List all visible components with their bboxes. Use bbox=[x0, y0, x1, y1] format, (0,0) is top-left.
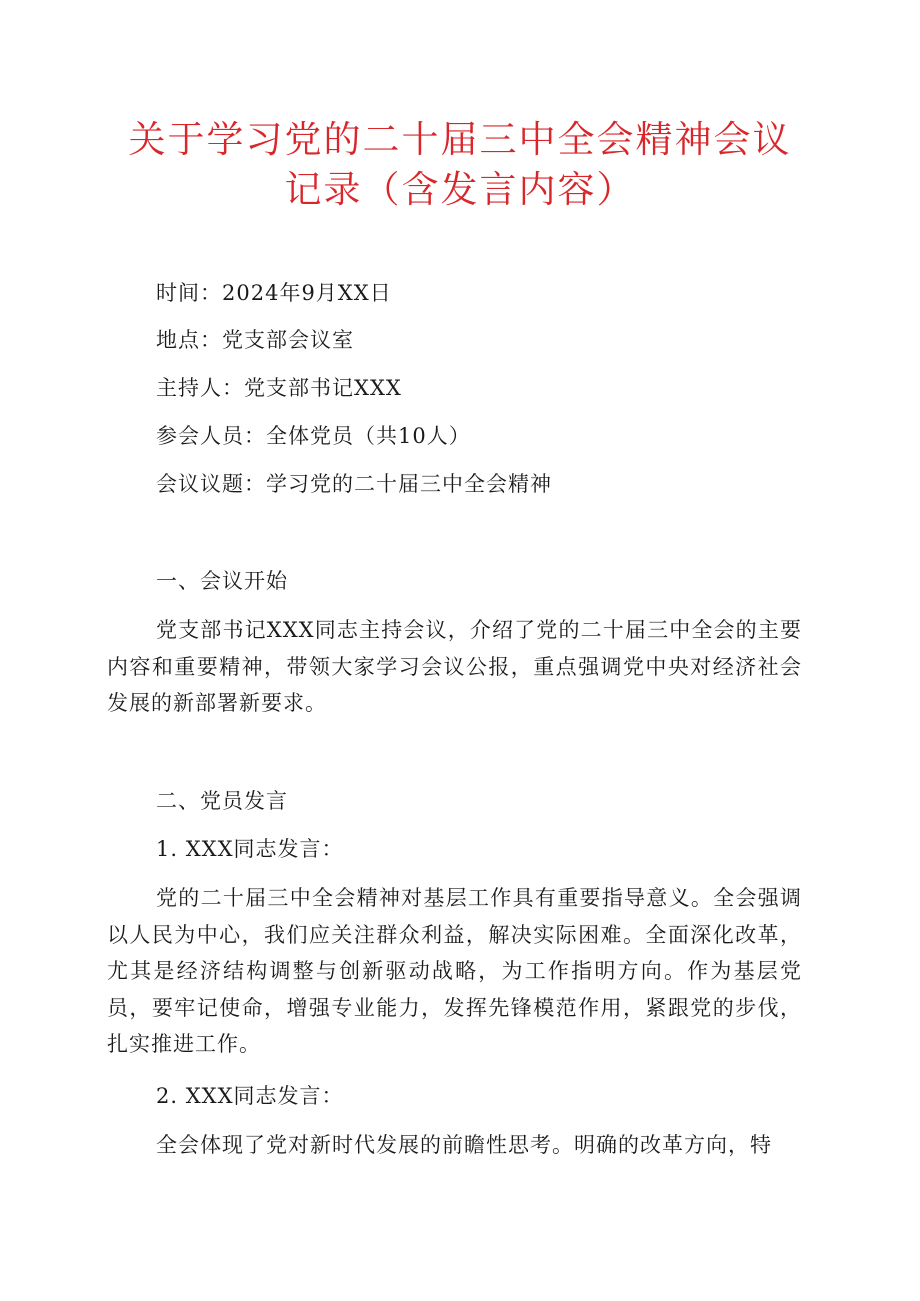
speaker-2-paragraph: 全会体现了党对新时代发展的前瞻性思考。明确的改革方向，特 bbox=[156, 1133, 772, 1157]
section-heading-member-speeches: 二、党员发言 bbox=[156, 789, 288, 813]
speaker-1-heading: 1. XXX同志发言： bbox=[156, 837, 344, 861]
meeting-host: 主持人：党支部书记XXX bbox=[156, 376, 402, 400]
meeting-place: 地点：党支部会议室 bbox=[156, 328, 354, 352]
document-title-line-1: 关于学习党的二十届三中全会精神会议 bbox=[128, 118, 792, 161]
section-heading-meeting-start: 一、会议开始 bbox=[156, 569, 288, 593]
document-title-line-2: 记录（含发言内容） bbox=[284, 168, 636, 211]
speaker-1-paragraph: 党的二十届三中全会精神对基层工作具有重要指导意义。全会强调以人民为中心，我们应关注群众利益，解决实际困难。全面深化改革，尤其是经济结构调整与创新驱动战略，为工作指明方向。作为基层党员，要牢记使命，增强专业能力，发挥先锋模范作用，紧跟党的步伐，扎实推进工作。 bbox=[107, 886, 802, 1056]
meeting-attendees: 参会人员：全体党员（共10人） bbox=[156, 424, 471, 448]
section-paragraph-meeting-start: 党支部书记XXX同志主持会议，介绍了党的二十届三中全会的主要内容和重要精神，带领大家学习会议公报，重点强调党中央对经济社会发展的新部署新要求。 bbox=[107, 618, 802, 715]
meeting-time: 时间：2024年9月XX日 bbox=[156, 281, 392, 305]
speaker-2-heading: 2. XXX同志发言： bbox=[156, 1084, 344, 1108]
meeting-topic: 会议议题：学习党的二十届三中全会精神 bbox=[156, 472, 552, 496]
